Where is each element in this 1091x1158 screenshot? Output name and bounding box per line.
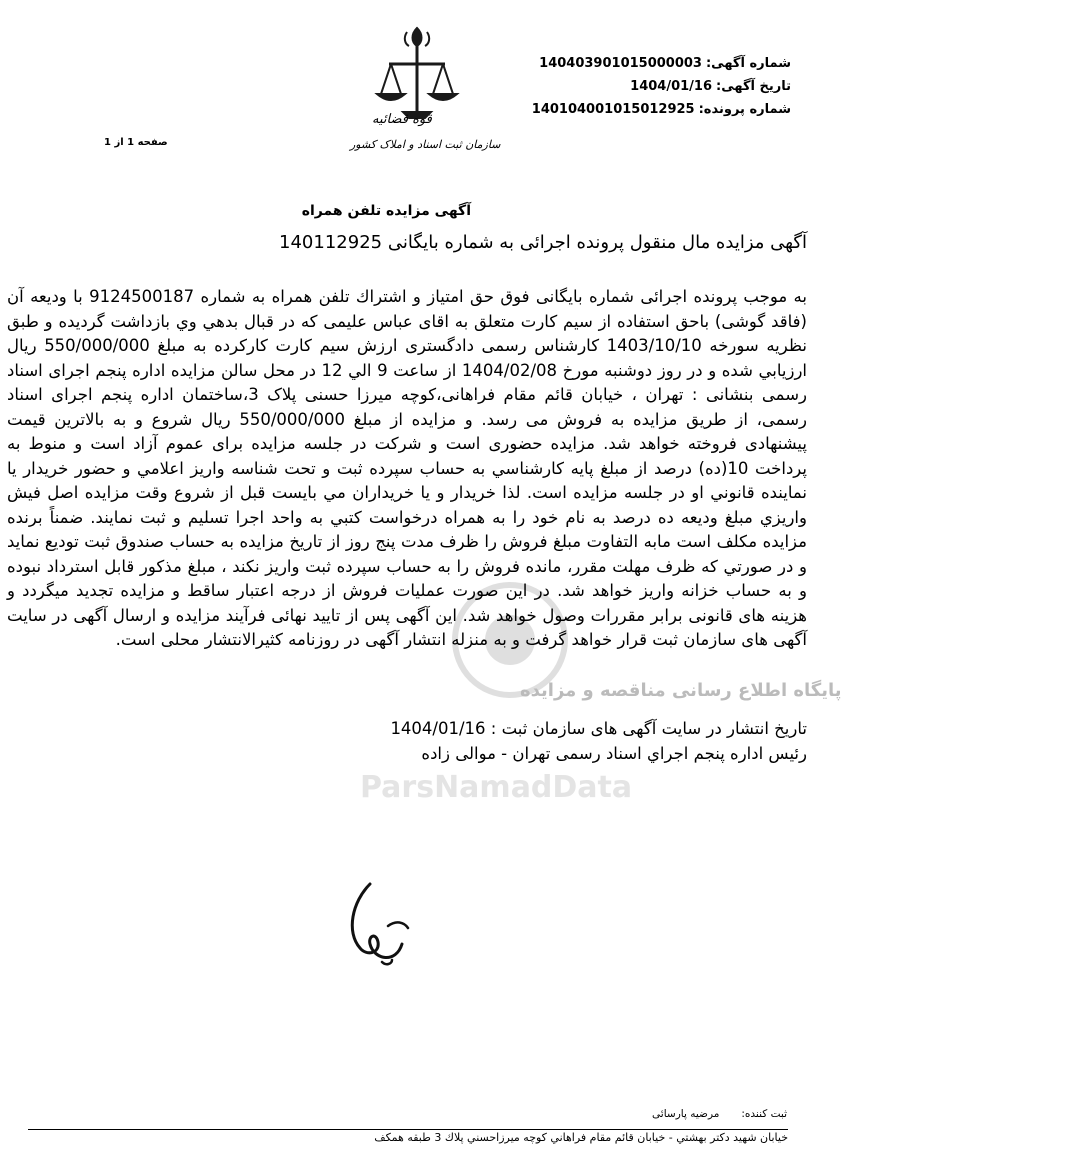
notice-number-label: شماره آگهی: (705, 56, 791, 71)
notice-meta (491, 52, 791, 121)
file-number-row (491, 98, 791, 121)
registrar (652, 1108, 787, 1120)
notice-subtitle: آگهی مزایده مال منقول پرونده اجرائی به شماره بایگانی 140112925 (279, 232, 807, 253)
watermark-text-en: ParsNamadData (360, 770, 633, 805)
emblem-bottom-text: سازمان ثبت اسناد و املاک کشور (350, 138, 501, 151)
registrar-name: مرضیه پارسائی (652, 1108, 720, 1120)
watermark-text-fa: پایگاه اطلاع رسانی مناقصه و مزایده (520, 680, 842, 701)
publication-date: تاریخ انتشار در سایت آگهی های سازمان ثبت : 1404/01/16 (390, 719, 807, 738)
registrar-label: ثبت کننده: (741, 1108, 787, 1120)
notice-date-row (491, 75, 791, 98)
file-number: 140104001015012925 (531, 102, 695, 117)
notice-body: به موجب پرونده اجرائی شماره بایگانی فوق حق امتیاز و اشتراك تلفن همراه به شماره 9124500187 با ودیعه آن (فاقد گوشی) باحق استفاده از سیم کارت متعلق به اقای عباس علیمی که در قبال بدهي وي بازداشت گردیده و طبق نظریه سورخه 1403/10/10 کارشناس رسمی دادگستری ارزش سیم کارت کارکرده به مبلغ 550/000/000 ريال ارزيابي شده و در روز دوشنبه مورخ 1404/02/08 از ساعت 9 الي 12 در محل سالن مزایده اداره پنجم اجرای اسناد رسمی بنشانی : تهران ، خیابان قائم مقام فراهانی،کوچه میرزا حسنی پلاک 3،ساختمان اداره پنجم اجرای اسناد رسمی، از طریق مزایده به فروش می رسد. و مزایده از مبلغ 550/000/000 ريال شروع و به بالاترین قیمت پیشنهادی فروخته خواهد شد. مزایده حضوری است و شرکت در جلسه مزایده برای عموم آزاد است و منوط به پرداخت 10(ده) درصد از مبلغ پایه کارشناسي به حساب سپرده ثبت و تحت شناسه واريز اعلامي و حضور خريدار يا نماينده قانوني او در جلسه مزایده است. لذا خريدار و يا خريداران مي بايست قبل از شروع وقت مزايده اصل فيش واريزي مبلغ وديعه ده درصد به نام خود را به همراه درخواست كتبي به واحد اجرا تسليم و ثبت نمايند. ضمناً برنده مزایده مکلف است مابه التفاوت مبلغ فروش را ظرف مدت پنج روز از تاریخ مزایده به حساب صندوق ثبت توديع نماید و در صورتي كه ظرف مهلت مقرر، مانده فروش را به حساب سپرده ثبت واريز نكند ، مبلغ مذكور قابل استرداد نبوده و به حساب خزانه واريز خواهد شد. در این صورت عملیات فروش از درجه اعتبار ساقط و مزایده تجدید میگردد و هزینه های قانونی برابر مقررات وصول خواهد شد. این آگهی پس از تایید نهائی فرآیند مزایده و ارسال آگهی در سایت آگهی های سازمان ثبت قرار خواهد گرفت و به منزله انتشار آگهی در روزنامه کثیرالانتشار محلی است. (7, 287, 808, 649)
notice-date: 1404/01/16 (630, 79, 713, 94)
page-number: صفحه 1 از 1 (104, 137, 168, 148)
notice-number: 140403901015000003 (539, 56, 702, 71)
emblem-top-text: قوه قضائیه (372, 112, 432, 127)
office-head: رئیس اداره پنجم اجراي اسناد رسمی تهران - موالی زاده (421, 744, 807, 763)
file-number-label: شماره پرونده: (698, 102, 791, 117)
notice-number-row (491, 52, 791, 75)
notice-date-label: تاریخ آگهی: (716, 79, 791, 94)
footer-divider (28, 1129, 788, 1130)
office-address: خیابان شهید دکتر بهشتي - خیابان قائم مقام فراهاني كوچه ميرزاحسني پلاك 3 طبقه همكف (374, 1131, 788, 1144)
notice-title: آگهی مزایده تلفن همراه (301, 203, 471, 219)
signature (318, 862, 438, 982)
